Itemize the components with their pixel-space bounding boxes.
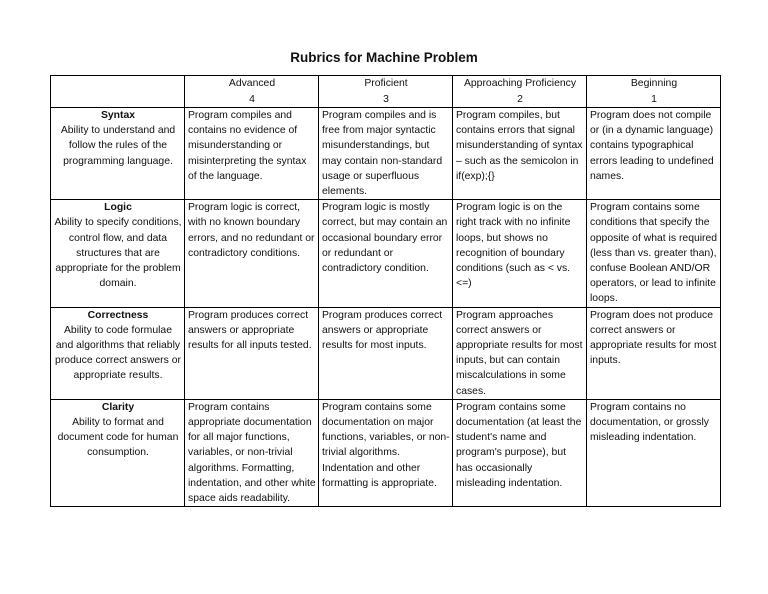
criterion-row-logic [51,200,721,307]
criterion-name: Clarity [101,401,135,413]
criterion-description: Ability to specify conditions, control flow, and data structures that are appropriate for the problem domain. [54,217,182,290]
level-name: Approaching Proficiency [463,78,577,90]
rubric-cell: Program compiles and is free from major syntactic misunderstandings, but may contain non-standard usage or superfluous elements. [319,108,453,200]
criterion-description: Ability to understand and follow the rules of the programming language. [60,125,176,167]
level-score: 2 [517,93,523,105]
criterion-row-clarity [51,399,721,506]
header-row [51,76,721,108]
page-title: Rubrics for Machine Problem [290,50,478,65]
rubric-cell: Program compiles and contains no evidence of misunderstanding or misinterpreting the syntax of the language. [185,108,319,200]
rubric-cell: Program logic is correct, with no known boundary errors, and no redundant or contradictory conditions. [185,200,319,307]
rubric-cell: Program contains no documentation, or grossly misleading indentation. [587,399,721,506]
criterion-cell [51,200,185,307]
level-name: Proficient [364,78,408,90]
rubric-table [50,75,721,507]
rubric-cell: Program logic is mostly correct, but may contain an occasional boundary error or redundant or contradictory condition. [319,200,453,307]
rubric-cell: Program produces correct answers or appropriate results for all inputs tested. [185,307,319,399]
criterion-row-syntax [51,108,721,200]
level-name: Advanced [228,78,276,90]
criterion-name: Syntax [100,110,136,121]
criterion-cell [51,307,185,399]
level-header-approaching [453,76,587,108]
corner-cell [51,76,185,108]
criterion-cell [51,108,185,200]
rubric-cell: Program does not compile or (in a dynamic language) contains typographical errors leading to undefined names. [587,108,721,200]
criterion-name: Correctness [87,309,149,321]
rubric-cell: Program compiles, but contains errors that signal misunderstanding of syntax – such as the semicolon in if(exp);{} [453,108,587,200]
rubric-cell: Program does not produce correct answers or appropriate results for most inputs. [587,307,721,399]
criterion-name: Logic [104,202,132,214]
level-score: 1 [651,93,657,105]
level-score: 4 [249,93,255,105]
criterion-row-correctness [51,307,721,399]
level-header-advanced [185,76,319,108]
rubric-cell: Program logic is on the right track with no infinite loops, but shows no recognition of boundary conditions (such as < vs. <=) [453,200,587,307]
level-header-beginning [587,76,721,108]
criterion-cell [51,399,185,506]
level-header-proficient [319,76,453,108]
rubric-cell: Program contains some conditions that specify the opposite of what is required (less than vs. greater than), confuse Boolean AND/OR operators, or lead to infinite loops. [587,200,721,307]
rubric-cell: Program contains appropriate documentation for all major functions, variables, or non-trivial algorithms. Formatting, indentation, and other white space aids readability. [185,399,319,506]
criterion-description: Ability to code formulae and algorithms that reliably produce correct answers or appropriate results. [55,324,181,382]
level-score: 3 [383,93,389,105]
rubric-cell: Program produces correct answers or appropriate results for most inputs. [319,307,453,399]
rubric-cell: Program contains some documentation (at least the student's name and program's purpose), but has occasionally misleading indentation. [453,399,587,506]
rubric-cell: Program contains some documentation on major functions, variables, or non-trivial algorithms. Indentation and other formatting is appropriate. [319,399,453,506]
criterion-description: Ability to format and document code for human consumption. [57,417,179,459]
level-name: Beginning [630,78,678,90]
rubric-cell: Program approaches correct answers or appropriate results for most inputs, but can contain miscalculations in some cases. [453,307,587,399]
